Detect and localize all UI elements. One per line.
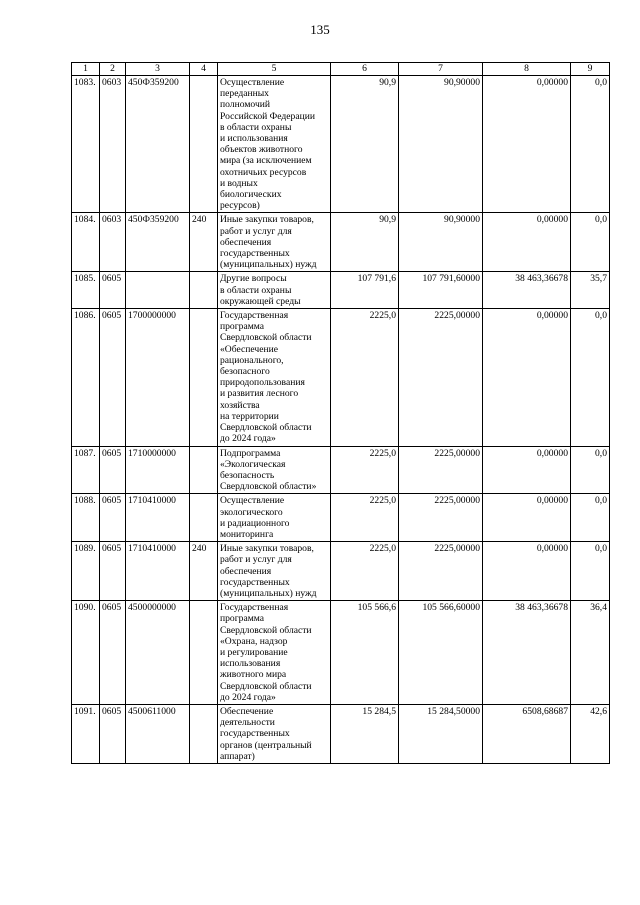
- column-header-9: 9: [571, 63, 610, 76]
- expense-type-code: [190, 494, 218, 542]
- approved-amount: 2225,00000: [399, 309, 483, 446]
- expense-type-code: 240: [190, 542, 218, 601]
- approved-amount: 107 791,60000: [399, 272, 483, 309]
- column-header-6: 6: [331, 63, 399, 76]
- planned-amount: 105 566,6: [331, 601, 399, 705]
- expense-type-code: [190, 446, 218, 494]
- expense-type-code: [190, 309, 218, 446]
- row-number: 1090.: [72, 601, 100, 705]
- target-article-code: 450Ф359200: [126, 76, 190, 213]
- item-name: Осуществление экологического и радиационного мониторинга: [218, 494, 331, 542]
- target-article-code: [126, 272, 190, 309]
- planned-amount: 2225,0: [331, 494, 399, 542]
- item-name: Иные закупки товаров, работ и услуг для обеспечения государственных (муниципальных) нужд: [218, 542, 331, 601]
- table-row: [72, 213, 610, 272]
- target-article-code: 450Ф359200: [126, 213, 190, 272]
- page-number: 135: [310, 22, 330, 37]
- column-header-8: 8: [483, 63, 571, 76]
- executed-amount: 0,00000: [483, 76, 571, 213]
- table-row: [72, 601, 610, 705]
- target-article-code: 1710410000: [126, 542, 190, 601]
- execution-percent: 0,0: [571, 213, 610, 272]
- execution-percent: 35,7: [571, 272, 610, 309]
- section-code: 0603: [100, 213, 126, 272]
- row-number: 1088.: [72, 494, 100, 542]
- executed-amount: 38 463,36678: [483, 601, 571, 705]
- approved-amount: 105 566,60000: [399, 601, 483, 705]
- target-article-code: 1710410000: [126, 494, 190, 542]
- execution-percent: 0,0: [571, 446, 610, 494]
- section-code: 0605: [100, 542, 126, 601]
- table-row: [72, 704, 610, 763]
- row-number: 1091.: [72, 704, 100, 763]
- item-name: Государственная программа Свердловской области «Охрана, надзор и регулирование использования животного мира Свердловской области до 2024 года»: [218, 601, 331, 705]
- column-header-4: 4: [190, 63, 218, 76]
- row-number: 1084.: [72, 213, 100, 272]
- section-code: 0605: [100, 309, 126, 446]
- target-article-code: 1700000000: [126, 309, 190, 446]
- executed-amount: 0,00000: [483, 213, 571, 272]
- budget-table: [71, 62, 610, 764]
- approved-amount: 90,90000: [399, 213, 483, 272]
- column-header-3: 3: [126, 63, 190, 76]
- item-name: Другие вопросы в области охраны окружающей среды: [218, 272, 331, 309]
- table-row: [72, 542, 610, 601]
- item-name: Осуществление переданных полномочий Российской Федерации в области охраны и использования объектов животного мира (за исключением охотничьих ресурсов и водных биологических ресурсов): [218, 76, 331, 213]
- planned-amount: 90,9: [331, 76, 399, 213]
- column-header-7: 7: [399, 63, 483, 76]
- execution-percent: 36,4: [571, 601, 610, 705]
- executed-amount: 0,00000: [483, 309, 571, 446]
- execution-percent: 42,6: [571, 704, 610, 763]
- planned-amount: 107 791,6: [331, 272, 399, 309]
- expense-type-code: [190, 272, 218, 309]
- approved-amount: 2225,00000: [399, 494, 483, 542]
- executed-amount: 38 463,36678: [483, 272, 571, 309]
- executed-amount: 6508,68687: [483, 704, 571, 763]
- expense-type-code: [190, 76, 218, 213]
- table-row: [72, 309, 610, 446]
- section-code: 0605: [100, 704, 126, 763]
- column-header-2: 2: [100, 63, 126, 76]
- section-code: 0605: [100, 446, 126, 494]
- planned-amount: 2225,0: [331, 309, 399, 446]
- executed-amount: 0,00000: [483, 542, 571, 601]
- approved-amount: 2225,00000: [399, 542, 483, 601]
- target-article-code: 4500000000: [126, 601, 190, 705]
- table-row: [72, 446, 610, 494]
- item-name: Иные закупки товаров, работ и услуг для обеспечения государственных (муниципальных) нужд: [218, 213, 331, 272]
- execution-percent: 0,0: [571, 542, 610, 601]
- row-number: 1087.: [72, 446, 100, 494]
- table-row: [72, 494, 610, 542]
- header-row: [72, 63, 610, 76]
- section-code: 0605: [100, 601, 126, 705]
- table-row: [72, 272, 610, 309]
- expense-type-code: [190, 601, 218, 705]
- section-code: 0605: [100, 494, 126, 542]
- section-code: 0605: [100, 272, 126, 309]
- target-article-code: 4500611000: [126, 704, 190, 763]
- approved-amount: 2225,00000: [399, 446, 483, 494]
- item-name: Обеспечение деятельности государственных органов (центральный аппарат): [218, 704, 331, 763]
- section-code: 0603: [100, 76, 126, 213]
- execution-percent: 0,0: [571, 494, 610, 542]
- approved-amount: 15 284,50000: [399, 704, 483, 763]
- executed-amount: 0,00000: [483, 446, 571, 494]
- row-number: 1086.: [72, 309, 100, 446]
- executed-amount: 0,00000: [483, 494, 571, 542]
- column-header-5: 5: [218, 63, 331, 76]
- table-row: [72, 76, 610, 213]
- planned-amount: 2225,0: [331, 446, 399, 494]
- execution-percent: 0,0: [571, 76, 610, 213]
- planned-amount: 2225,0: [331, 542, 399, 601]
- target-article-code: 1710000000: [126, 446, 190, 494]
- row-number: 1085.: [72, 272, 100, 309]
- item-name: Подпрограмма «Экологическая безопасность Свердловской области»: [218, 446, 331, 494]
- row-number: 1089.: [72, 542, 100, 601]
- column-header-1: 1: [72, 63, 100, 76]
- planned-amount: 90,9: [331, 213, 399, 272]
- item-name: Государственная программа Свердловской области «Обеспечение рационального, безопасного природопользования и развития лесного хозяйства на территории Свердловской области до 2024 года»: [218, 309, 331, 446]
- expense-type-code: 240: [190, 213, 218, 272]
- approved-amount: 90,90000: [399, 76, 483, 213]
- row-number: 1083.: [72, 76, 100, 213]
- execution-percent: 0,0: [571, 309, 610, 446]
- expense-type-code: [190, 704, 218, 763]
- planned-amount: 15 284,5: [331, 704, 399, 763]
